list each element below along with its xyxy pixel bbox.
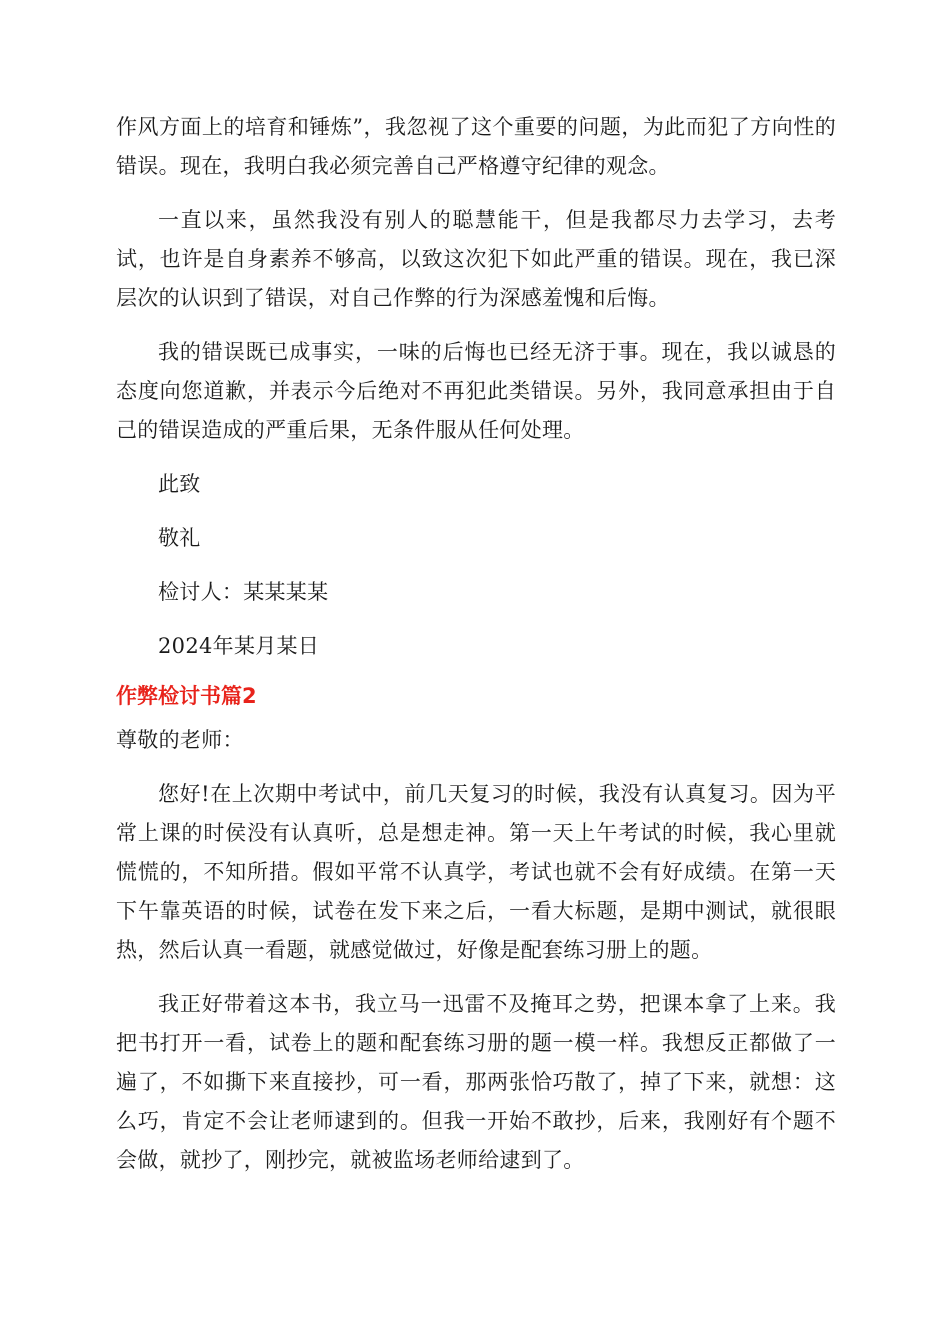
greeting-line: 尊敬的老师： xyxy=(116,728,244,752)
signature-line: 检讨人：某某某某 xyxy=(158,580,329,604)
date-line: 2024年某月某日 xyxy=(158,634,320,658)
paragraph: 我正好带着这本书，我立马一迅雷不及掩耳之势，把课本拿了上来。我把书打开一看，试卷上的题和配套练习册的题一模一样。我想反正都做了一遍了，不如撕下来直接抄，可一看，那两张恰巧散了，掉了下来，就想：这么巧，肯定不会让老师逮到的。但我一开始不敢抄，后来，我刚好有个题不会做，就抄了，刚抄完，就被监场老师给逮到了。 xyxy=(116,992,836,1172)
paragraph: 您好!在上次期中考试中，前几天复习的时候，我没有认真复习。因为平常上课的时侯没有认真听，总是想走神。第一天上午考试的时候，我心里就慌慌的，不知所措。假如平常不认真学，考试也就不会有好成绩。在第一天下午靠英语的时候，试卷在发下来之后，一看大标题，是期中测试，就很眼热，然后认真一看题，就感觉做过，好像是配套练习册上的题。 xyxy=(116,782,836,962)
closing-line: 此致 xyxy=(158,472,201,496)
paragraph: 一直以来，虽然我没有别人的聪慧能干，但是我都尽力去学习，去考试，也许是自身素养不够高，以致这次犯下如此严重的错误。现在，我已深层次的认识到了错误，对自己作弊的行为深感羞愧和后悔。 xyxy=(116,208,836,310)
document-page xyxy=(116,108,836,1195)
paragraph: 我的错误既已成事实，一味的后悔也已经无济于事。现在，我以诚恳的态度向您道歉，并表示今后绝对不再犯此类错误。另外，我同意承担由于自己的错误造成的严重后果，无条件服从任何处理。 xyxy=(116,340,836,442)
section-heading: 作弊检讨书篇2 xyxy=(116,684,257,708)
salute-line: 敬礼 xyxy=(158,526,201,550)
paragraph-continuation: 作风方面上的培育和锤炼”，我忽视了这个重要的问题，为此而犯了方向性的错误。现在，我明白我必须完善自己严格遵守纪律的观念。 xyxy=(116,115,836,178)
